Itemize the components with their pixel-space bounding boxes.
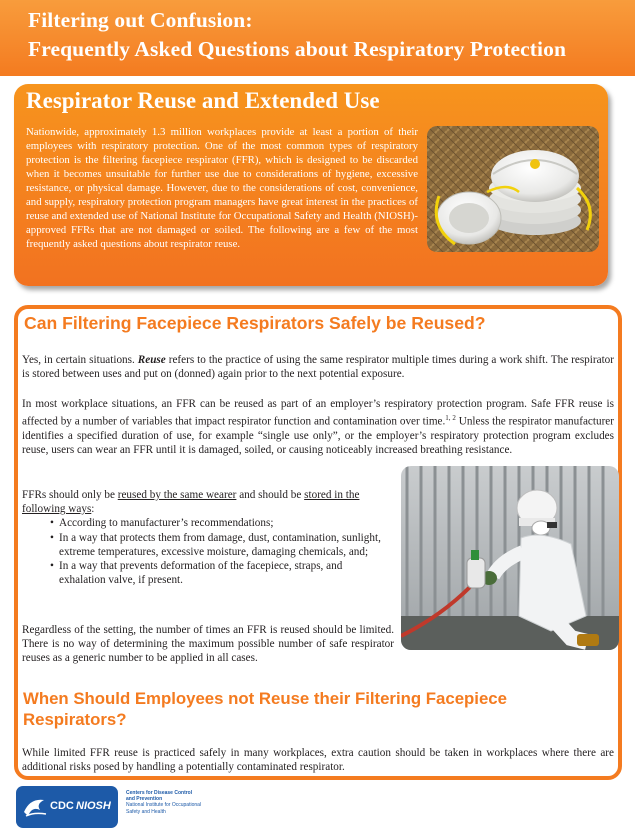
storage-intro-a: FFRs should only be	[22, 489, 118, 501]
agency-line1: Centers for Disease Control	[126, 790, 193, 796]
respirators-illustration	[427, 126, 599, 252]
storage-same-wearer: reused by the same wearer	[117, 489, 237, 501]
storage-intro-c: and should be	[236, 489, 305, 501]
section1-paragraph-2	[22, 397, 614, 458]
agency-line4: Safety and Health	[126, 808, 166, 815]
storage-colon: :	[91, 503, 95, 516]
storage-list	[50, 516, 390, 587]
section2-heading: When Should Employees not Reuse their Filtering Facepiece Respirators?	[23, 689, 507, 729]
intro-text: Nationwide, approximately 1.3 million workplaces provide at least a portion of their employees with respiratory protection. One of the most common types of respiratory protection is the filtering facepiece respirator (FFR), which is designed to be discarded when it becomes unsuitable for further use due to considerations of hygiene, excessive resistance, or physical damage. However, due to the considerations of cost, convenience, and supply, respiratory protection program managers have great interest in the practices of reuse and extended use of National Institute for Occupational Safety and Health (NIOSH)-approved FFRs that are not damaged or soiled. The following are a few of the most frequently asked questions about respirator reuse.	[26, 126, 418, 250]
intro-panel	[14, 84, 608, 286]
section1-paragraph-4: Regardless of the setting, the number of times an FFR is reused should be limited. There is no way of determining the maximum possible number of safe respirator reuses as a generic number to be applied in all cases.	[22, 624, 394, 665]
intro-title: Respirator Reuse and Extended Use	[26, 88, 380, 113]
worker-illustration	[401, 466, 619, 650]
niosh-wordmark: NIOSH	[76, 800, 111, 812]
footer	[16, 786, 316, 830]
p1-definition: refers to the practice of using the same respirator multiple times during a work shift. The respirator is stored between uses and put on (donned) again prior to the next potential exposure.	[22, 354, 614, 381]
section1-paragraph-1	[22, 353, 614, 381]
faq-panel	[14, 305, 622, 780]
p1-term-reuse: Reuse	[137, 354, 166, 366]
respirators-photo	[427, 126, 599, 252]
agency-line3: National Institute for Occupational	[126, 802, 202, 809]
agency-line2: and Prevention	[126, 796, 163, 803]
agency-name	[126, 790, 236, 815]
cdc-wordmark: CDC	[50, 800, 74, 812]
p1-intro: Yes, in certain situations.	[22, 354, 138, 366]
section1-paragraph-3	[22, 488, 390, 587]
list-item: • According to manufacturer’s recommendations;	[50, 516, 390, 530]
banner-title-line1: Filtering out Confusion:	[28, 8, 253, 32]
list-item: • In a way that prevents deformation of the facepiece, straps, and exhalation valve, if present.	[50, 559, 390, 587]
storage-intro	[22, 488, 390, 516]
p2-text-a: In most workplace situations, an FFR can be reused as part of an employer’s respiratory protection program. Safe FFR reuse is affected by a number of variables that impact respirator function and contamination over time.	[22, 398, 614, 428]
section2-paragraph-1: While limited FFR reuse is practiced safely in many workplaces, extra caution should be taken in workplaces where there are additional risks posed by handling a potentially contaminated respirator.	[22, 747, 614, 774]
p2-text-b: Unless the respirator manufacturer identifies a specified duration of use, for example “single use only”, or the employer’s respiratory protection program excludes reuse, users can wear an FFR until it is damaged, soiled, or causing noticeably increased breathing resistance.	[22, 415, 614, 457]
page-banner	[0, 0, 635, 76]
p2-footnote-ref: 1, 2	[445, 414, 456, 423]
banner-title-line2: Frequently Asked Questions about Respiratory Protection	[28, 37, 567, 61]
list-item: • In a way that protects them from damage, dust, contamination, sunlight, extreme temperatures, excessive moisture, damaging chemicals, and;	[50, 531, 390, 559]
storage-ways: stored in the following ways	[22, 489, 360, 516]
section1-heading: Can Filtering Facepiece Respirators Safely be Reused?	[24, 313, 486, 333]
worker-photo	[401, 466, 619, 650]
cdc-niosh-logo	[16, 786, 118, 828]
hhs-eagle-icon	[20, 792, 50, 822]
